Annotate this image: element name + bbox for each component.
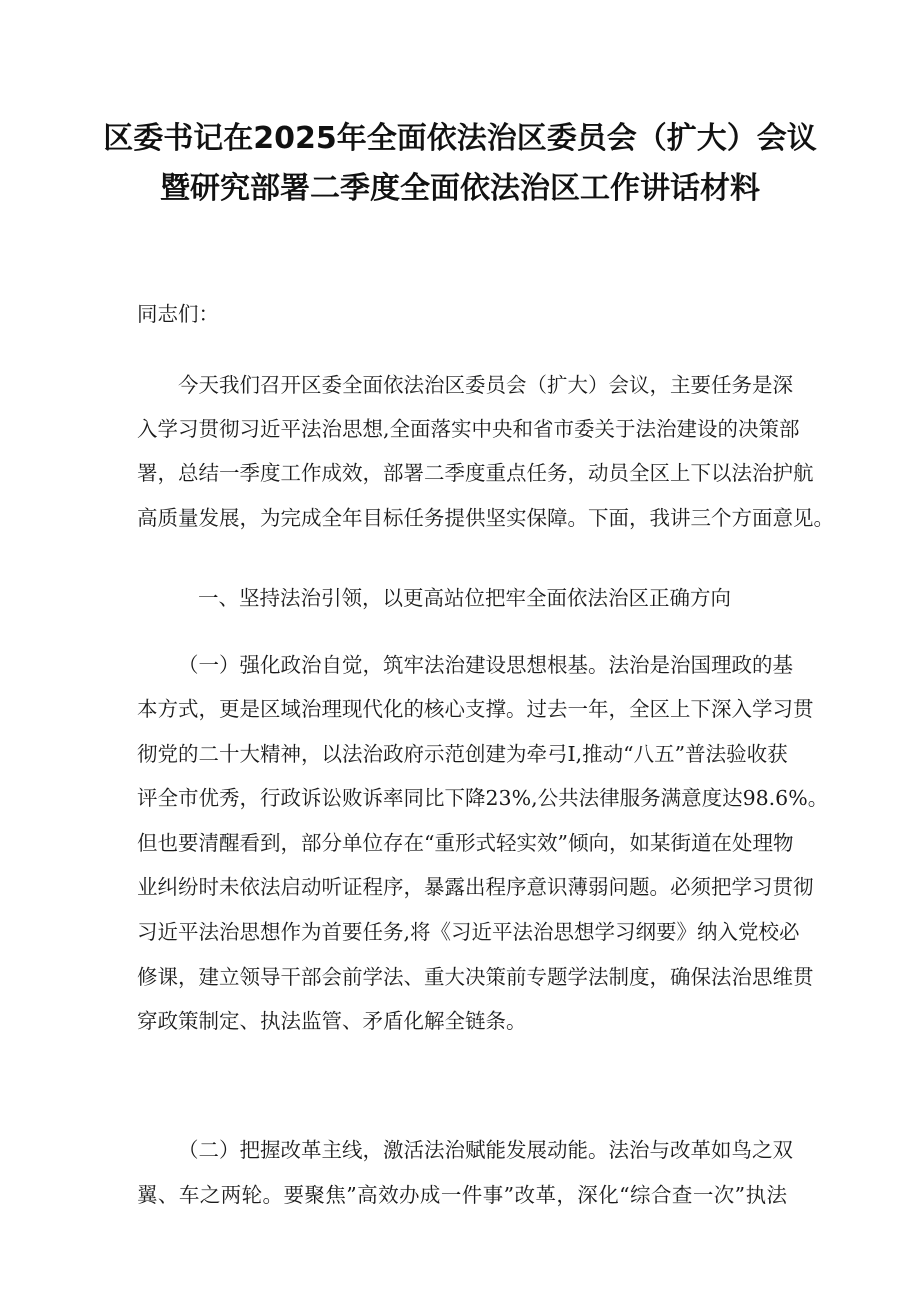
- para1-line-8: 修课，建立领导干部会前学法、重大决策前专题学法制度，确保法治思维贯: [137, 965, 814, 989]
- para2-line-2: 翼、车之两轮。要聚焦”高效办成一件事”改革，深化“综合查一次”执法: [137, 1183, 787, 1207]
- para1-line-5: 但也要清醒看到，部分单位存在“重形式轻实效”倾向，如某街道在处理物: [137, 831, 794, 855]
- para1-line-2: 本方式，更是区域治理现代化的核心支撑。过去一年，全区上下深入学习贯: [137, 697, 814, 721]
- para1-line-3: 彻党的二十大精神，以法治政府示范创建为牵弓I,推动“八五”普法验收获: [137, 742, 788, 766]
- section-heading-1: 一、坚持法治引领，以更高站位把牢全面依法治区正确方向: [198, 586, 731, 610]
- para1-line-9: 穿政策制定、执法监管、矛盾化解全链条。: [137, 1009, 527, 1033]
- intro-line-1: 今天我们召开区委全面依法治区委员会（扩大）会议，主要任务是深: [178, 373, 793, 397]
- intro-line-2: 入学习贯彻习近平法治思想,全面落实中央和省市委关于法治建设的决策部: [137, 417, 800, 441]
- para1-line-6: 业纠纷时未依法启动听证程序，暴露出程序意识薄弱问题。必须把学习贯彻: [137, 875, 814, 899]
- intro-line-4: 高质量发展，为完成全年目标任务提供坚实保障。下面，我讲三个方面意见。: [137, 506, 834, 530]
- para1-line-7: 习近平法治思想作为首要任务,将《习近平法治思想学习纲要》纳入党校必: [137, 920, 800, 944]
- document-title-line-2: 暨研究部署二季度全面依法治区工作讲话材料: [160, 171, 760, 206]
- intro-line-3: 署，总结一季度工作成效，部署二季度重点任务，动员全区上下以法治护航: [137, 461, 814, 485]
- salutation: 同志们：: [137, 302, 219, 326]
- para1-line-1: （一）强化政治自觉，筑牢法治建设思想根基。法治是治国理政的基: [178, 653, 793, 677]
- document-title-line-1: 区委书记在2025年全面依法治区委员会（扩大）会议: [103, 121, 817, 156]
- para1-line-4: 评全市优秀，行政诉讼败诉率同比下降23%,公共法律服务满意度达98.6%。: [137, 786, 829, 810]
- para2-line-1: （二）把握改革主线，激活法治赋能发展动能。法治与改革如鸟之双: [178, 1138, 793, 1162]
